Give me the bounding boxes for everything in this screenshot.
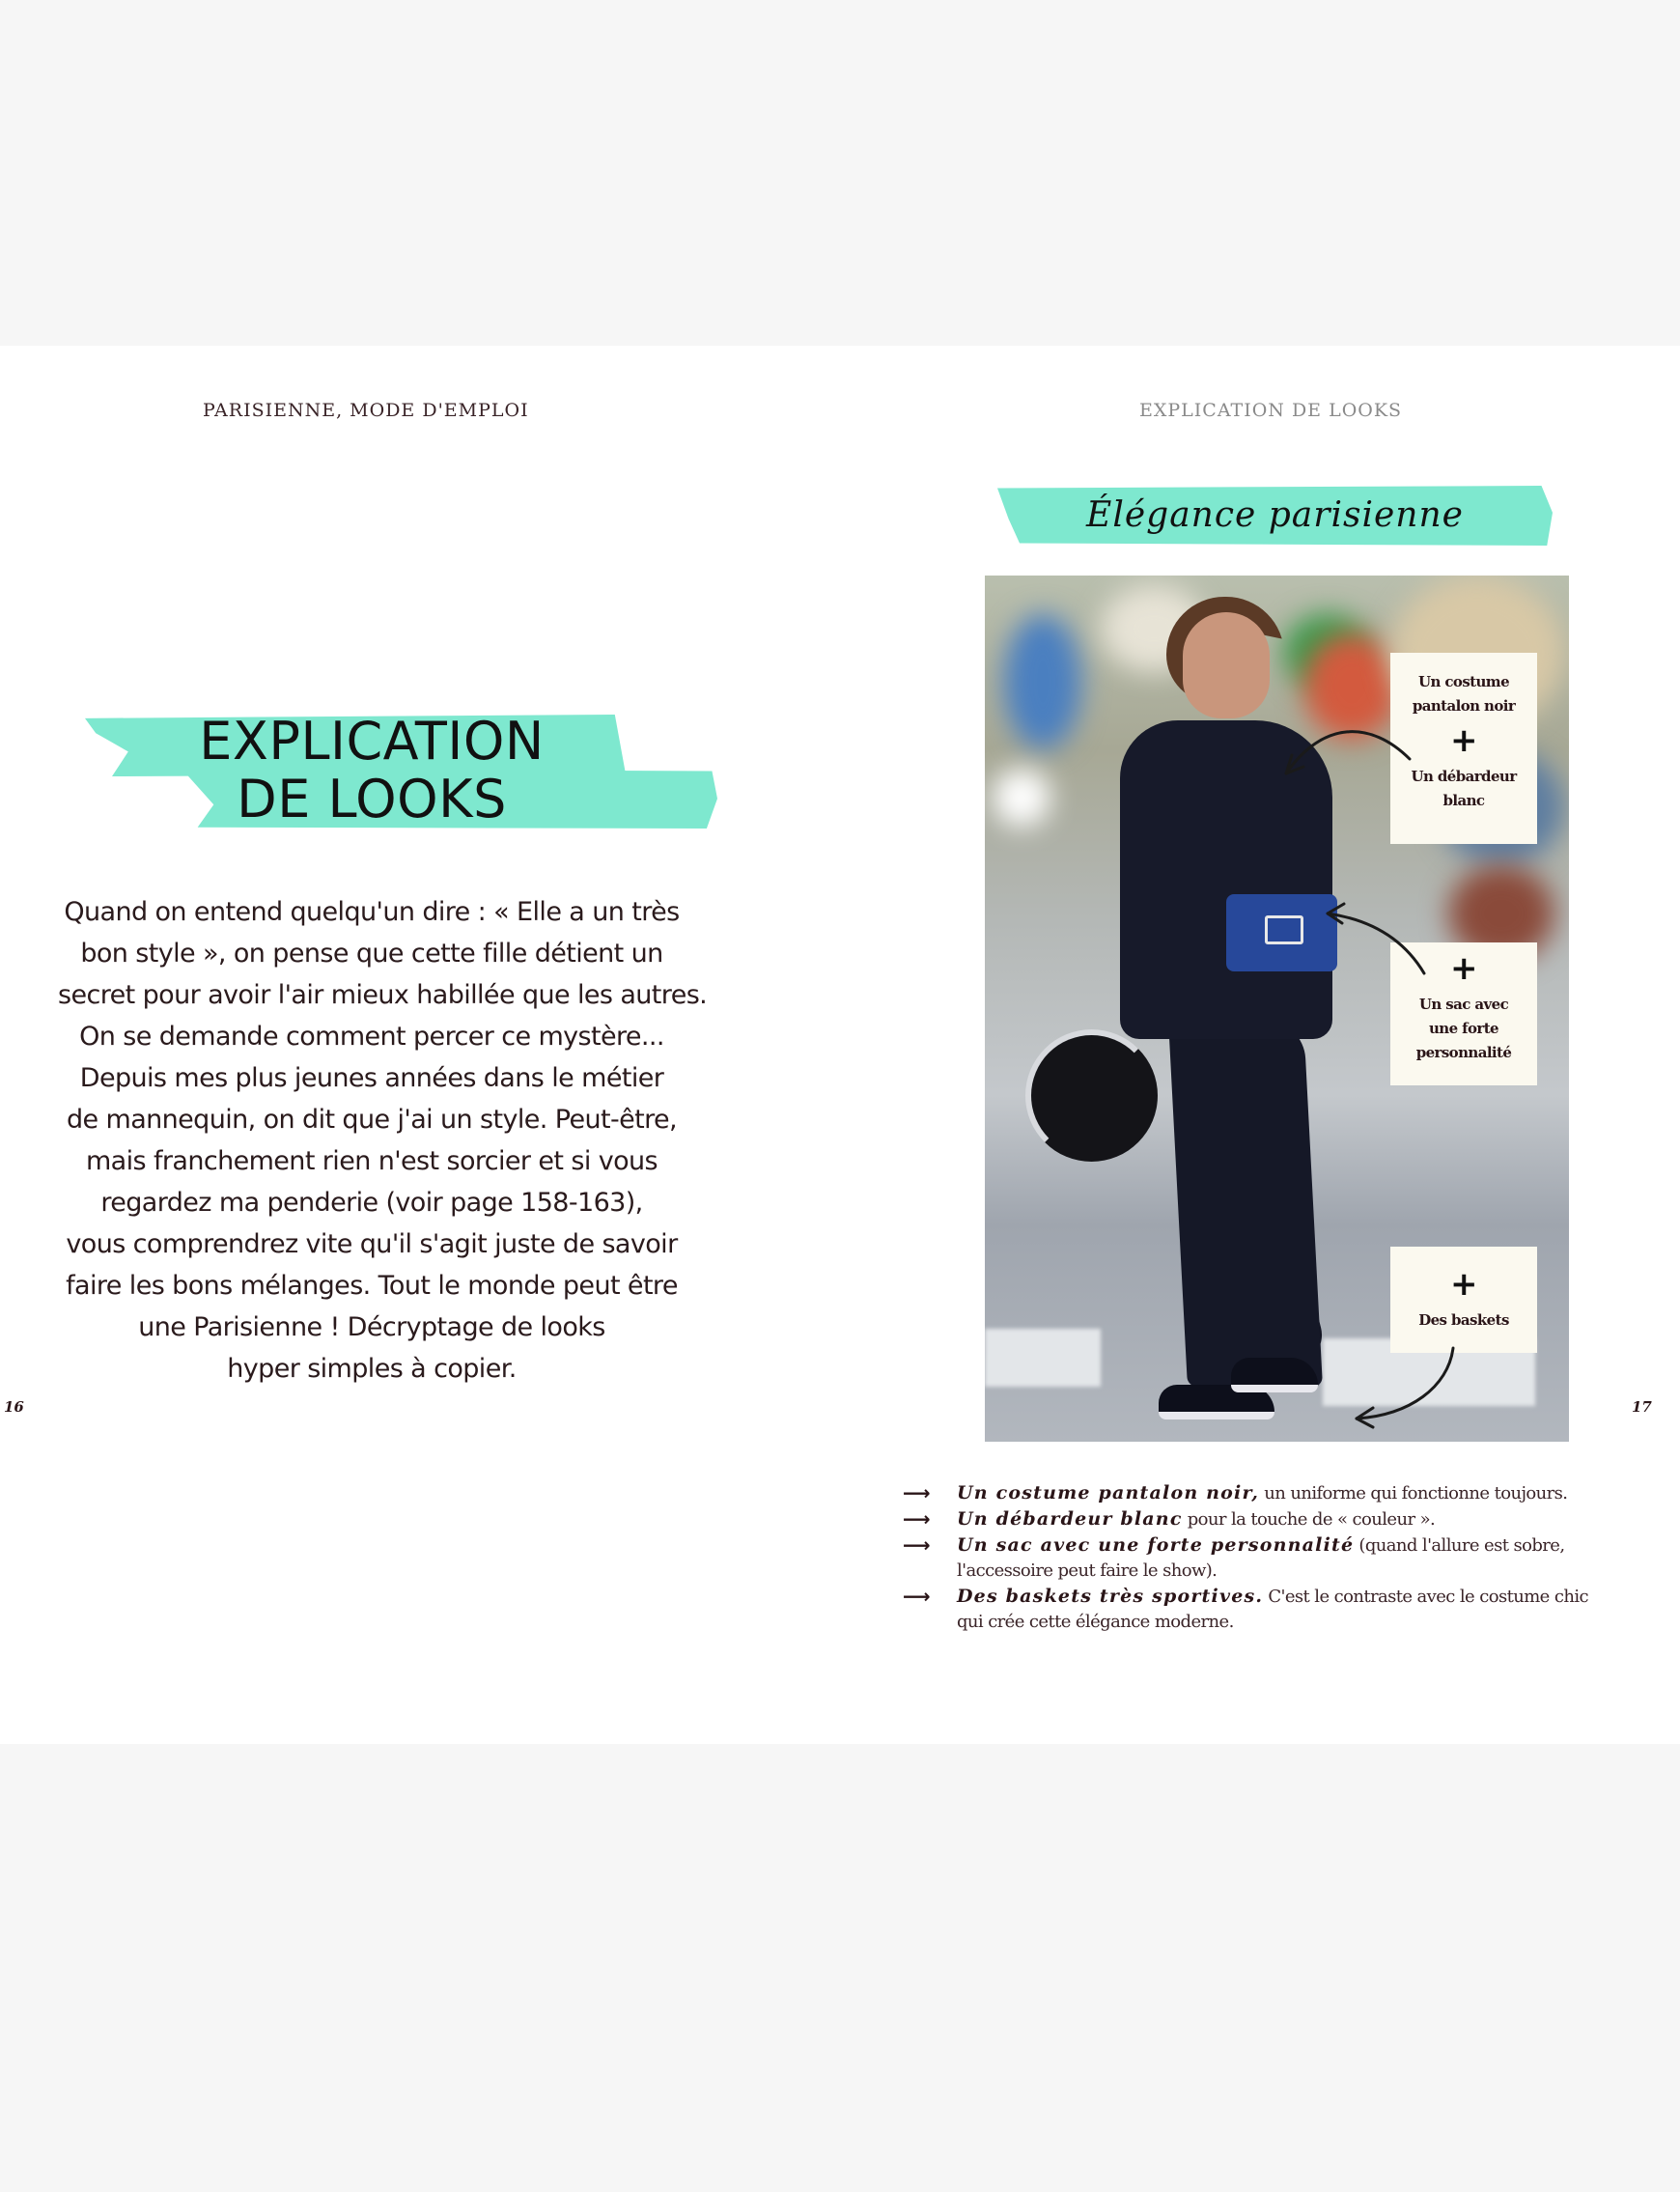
intro-line: Quand on entend quelqu'un dire : « Elle a un très bbox=[64, 897, 680, 927]
intro-line: regardez ma penderie (voir page 158-163), bbox=[100, 1188, 643, 1218]
look-note bbox=[903, 1480, 1617, 1506]
callout-text: Un sac avec bbox=[1418, 996, 1509, 1013]
callout-bag bbox=[1390, 942, 1537, 1085]
look-notes-list bbox=[903, 1480, 1617, 1635]
callout-text: Des baskets bbox=[1418, 1311, 1509, 1329]
arrow-right-icon: ⟶ bbox=[903, 1481, 931, 1504]
note-text: un uniforme qui fonctionne toujours. bbox=[1259, 1483, 1568, 1503]
callout-text: pantalon noir bbox=[1412, 697, 1516, 715]
intro-line: de mannequin, on dit que j'ai un style. Peut-être, bbox=[66, 1105, 678, 1135]
bokeh-white bbox=[993, 769, 1050, 827]
arrow-right-icon: ⟶ bbox=[903, 1533, 931, 1557]
callout-sneakers bbox=[1390, 1247, 1537, 1353]
note-handwritten: Un costume pantalon noir, bbox=[957, 1482, 1260, 1503]
motorcycle-helmet bbox=[1025, 1029, 1158, 1162]
fashion-photo bbox=[985, 576, 1569, 1442]
callout-suit-tank bbox=[1390, 653, 1537, 844]
crosswalk-stripe bbox=[985, 1329, 1101, 1387]
callout-text: Un costume bbox=[1417, 673, 1510, 690]
intro-line: mais franchement rien n'est sorcier et si vous bbox=[85, 1146, 658, 1176]
section-title: Élégance parisienne bbox=[1086, 495, 1464, 535]
intro-line: Depuis mes plus jeunes années dans le métier bbox=[79, 1063, 664, 1093]
bokeh-blue bbox=[1004, 614, 1081, 749]
look-note bbox=[903, 1506, 1617, 1532]
chapter-title-line-2: DE LOOKS bbox=[237, 769, 507, 829]
sneaker-right bbox=[1231, 1358, 1318, 1392]
book-spread bbox=[0, 346, 1680, 1744]
bag-buckle bbox=[1265, 915, 1303, 944]
intro-paragraph bbox=[58, 891, 708, 1390]
callout-text: personnalité bbox=[1415, 1044, 1512, 1061]
intro-line: On se demande comment percer ce mystère... bbox=[79, 1022, 664, 1052]
note-text: pour la touche de « couleur ». bbox=[1182, 1509, 1436, 1530]
look-note bbox=[903, 1584, 1617, 1635]
chapter-title bbox=[145, 713, 599, 829]
running-head-right: EXPLICATION DE LOOKS bbox=[1139, 400, 1403, 421]
intro-line: secret pour avoir l'air mieux habillée que les autres. bbox=[58, 980, 708, 1010]
note-handwritten: Un sac avec une forte personnalité bbox=[957, 1534, 1355, 1556]
bokeh-red bbox=[1303, 633, 1400, 740]
page-number-right: 17 bbox=[1632, 1398, 1652, 1416]
figure-face bbox=[1183, 612, 1270, 718]
intro-line: vous comprendrez vite qu'il s'agit juste de savoir bbox=[66, 1229, 678, 1259]
plus-icon: + bbox=[1450, 1265, 1477, 1304]
callout-text: blanc bbox=[1442, 792, 1485, 809]
page-number-left: 16 bbox=[4, 1398, 24, 1416]
figure-trousers bbox=[1168, 1020, 1323, 1387]
intro-line: une Parisienne ! Décryptage de looks bbox=[138, 1312, 605, 1342]
intro-line: bon style », on pense que cette fille détient un bbox=[80, 939, 663, 969]
intro-line: faire les bons mélanges. Tout le monde peut être bbox=[66, 1271, 678, 1301]
arrow-right-icon: ⟶ bbox=[903, 1585, 931, 1608]
note-handwritten: Des baskets très sportives. bbox=[957, 1586, 1264, 1607]
intro-line: hyper simples à copier. bbox=[227, 1354, 517, 1384]
callout-text: Un débardeur bbox=[1411, 768, 1517, 785]
figure-jacket bbox=[1120, 720, 1332, 1039]
note-text: (quand l'allure est sobre, l'accessoire peut faire le show). bbox=[957, 1535, 1565, 1581]
look-note bbox=[903, 1532, 1617, 1584]
plus-icon: + bbox=[1450, 721, 1477, 760]
note-text: C'est le contraste avec le costume chic qui crée cette élégance moderne. bbox=[957, 1587, 1588, 1632]
callout-text: une forte bbox=[1428, 1020, 1498, 1037]
running-head-left: PARISIENNE, MODE D'EMPLOI bbox=[203, 400, 529, 421]
arrow-right-icon: ⟶ bbox=[903, 1507, 931, 1531]
plus-icon: + bbox=[1450, 949, 1477, 988]
chapter-title-line-1: EXPLICATION bbox=[199, 711, 545, 772]
note-handwritten: Un débardeur blanc bbox=[957, 1508, 1183, 1530]
